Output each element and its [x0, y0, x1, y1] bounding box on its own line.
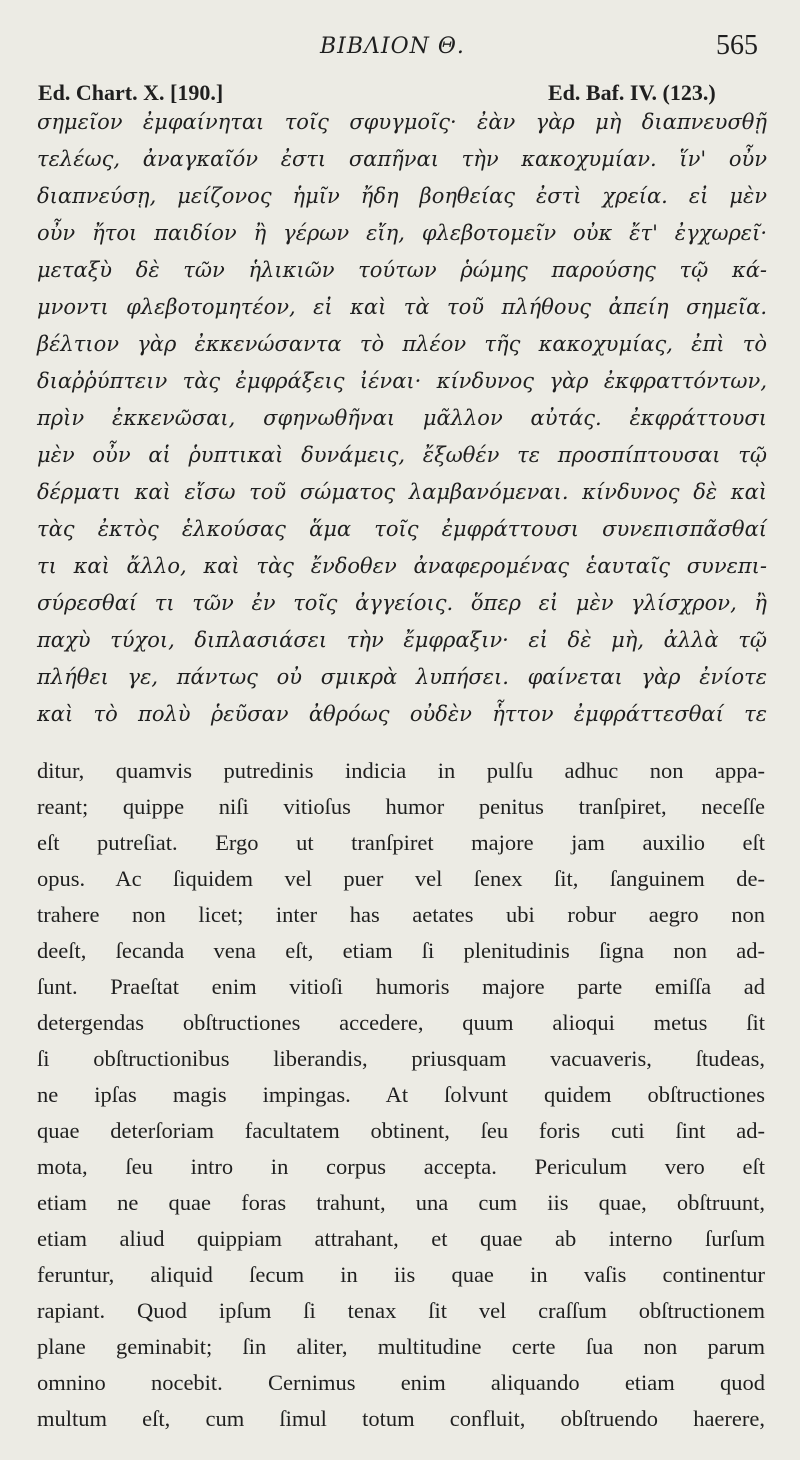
greek-line: βέλτιον γὰρ ἐκκενώσαντα τὸ πλέον τῆς κακοχυμίας, ἐπὶ τὸ — [37, 332, 767, 356]
latin-line: trahere non licet; inter has aetates ubi robur aegro non — [37, 902, 765, 927]
book-title: BIBΛIOΝ Θ. — [320, 34, 465, 59]
greek-line: πρὶν ἐκκενῶσαι, σφηνωθῆναι μᾶλλον αὐτάς. ἐκφράττουσι — [37, 406, 767, 430]
latin-line: reant; quippe niſi vitioſus humor penitus tranſpiret, neceſſe — [37, 794, 765, 819]
latin-line: ſi obſtructionibus liberandis, priusquam vacuaveris, ſtudeas, — [37, 1046, 765, 1071]
greek-line: διαπνεύσῃ, μείζονος ἡμῖν ἤδη βοηθείας ἐστὶ χρεία. εἰ μὲν — [37, 184, 767, 208]
greek-line: μεταξὺ δὲ τῶν ἡλικιῶν τούτων ῥώμης παρούσης τῷ κά- — [37, 258, 767, 282]
greek-line: τελέως, ἀναγκαῖόν ἐστι σαπῆναι τὴν κακοχυμίαν. ἵν' οὖν — [37, 147, 767, 171]
latin-line: detergendas obſtructiones accedere, quum alioqui metus ſit — [37, 1010, 765, 1035]
greek-line: οὖν ἤτοι παιδίον ἢ γέρων εἴη, φλεβοτομεῖν οὐκ ἔτ' ἐγχωρεῖ· — [37, 221, 767, 245]
greek-line: μὲν οὖν αἱ ῥυπτικαὶ δυνάμεις, ἔξωθέν τε προσπίπτουσαι τῷ — [37, 443, 767, 467]
latin-line: opus. Ac ſiquidem vel puer vel ſenex ſit, ſanguinem de- — [37, 866, 765, 891]
latin-line: eſt putreſiat. Ergo ut tranſpiret majore jam auxilio eſt — [37, 830, 765, 855]
latin-line: ne ipſas magis impingas. At ſolvunt quidem obſtructiones — [37, 1082, 765, 1107]
edition-chartier: Ed. Chart. X. [190.] — [38, 80, 224, 105]
greek-line: καὶ τὸ πολὺ ῥεῦσαν ἀθρόως οὐδὲν ἧττον ἐμφράττεσθαί τε — [37, 702, 767, 726]
latin-line: omnino nocebit. Cernimus enim aliquando etiam quod — [37, 1370, 765, 1395]
greek-line: τὰς ἐκτὸς ἑλκούσας ἅμα τοῖς ἐμφράττουσι συνεπισπᾶσθαί — [37, 517, 767, 541]
latin-line: feruntur, aliquid ſecum in iis quae in vaſis continentur — [37, 1262, 765, 1287]
greek-line: πλήθει γε, πάντως οὐ σμικρὰ λυπήσει. φαίνεται γὰρ ἐνίοτε — [37, 665, 767, 689]
greek-line: σημεῖον ἐμφαίνηται τοῖς σφυγμοῖς· ἐὰν γὰρ μὴ διαπνευσθῇ — [37, 110, 767, 134]
latin-line: mota, ſeu intro in corpus accepta. Periculum vero eſt — [37, 1154, 765, 1179]
page-number: 565 — [716, 30, 758, 61]
greek-line: δέρματι καὶ εἴσω τοῦ σώματος λαμβανόμεναι. κίνδυνος δὲ καὶ — [37, 480, 767, 504]
latin-line: deeſt, ſecanda vena eſt, etiam ſi plenitudinis ſigna non ad- — [37, 938, 765, 963]
latin-line: etiam ne quae foras trahunt, una cum iis quae, obſtruunt, — [37, 1190, 765, 1215]
latin-line: quae deterſoriam facultatem obtinent, ſeu foris cuti ſint ad- — [37, 1118, 765, 1143]
greek-line: τι καὶ ἄλλο, καὶ τὰς ἔνδοθεν ἀναφερομένας ἑαυταῖς συνεπι- — [37, 554, 767, 578]
greek-line: μνοντι φλεβοτομητέον, εἰ καὶ τὰ τοῦ πλήθους ἀπείη σημεῖα. — [37, 295, 767, 319]
edition-basel: Ed. Baf. IV. (123.) — [548, 80, 716, 105]
latin-line: ditur, quamvis putredinis indicia in pulſu adhuc non appa- — [37, 758, 765, 783]
greek-line: παχὺ τύχοι, διπλασιάσει τὴν ἔμφραξιν· εἰ δὲ μὴ, ἀλλὰ τῷ — [37, 628, 767, 652]
greek-line: διαῤῥύπτειν τὰς ἐμφράξεις ἰέναι· κίνδυνος γὰρ ἐκφραττόντων, — [37, 369, 767, 393]
greek-line: σύρεσθαί τι τῶν ἐν τοῖς ἀγγείοις. ὅπερ εἰ μὲν γλίσχρον, ἢ — [37, 591, 767, 615]
running-head — [0, 30, 800, 66]
latin-line: rapiant. Quod ipſum ſi tenax ſit vel craſſum obſtructionem — [37, 1298, 765, 1323]
latin-line: etiam aliud quippiam attrahant, et quae ab interno ſurſum — [37, 1226, 765, 1251]
latin-line: plane geminabit; ſin aliter, multitudine certe ſua non parum — [37, 1334, 765, 1359]
latin-line: multum eſt, cum ſimul totum confluit, obſtruendo haerere, — [37, 1406, 765, 1431]
latin-line: ſunt. Praeſtat enim vitioſi humoris majore parte emiſſa ad — [37, 974, 765, 999]
edition-line — [0, 80, 800, 112]
